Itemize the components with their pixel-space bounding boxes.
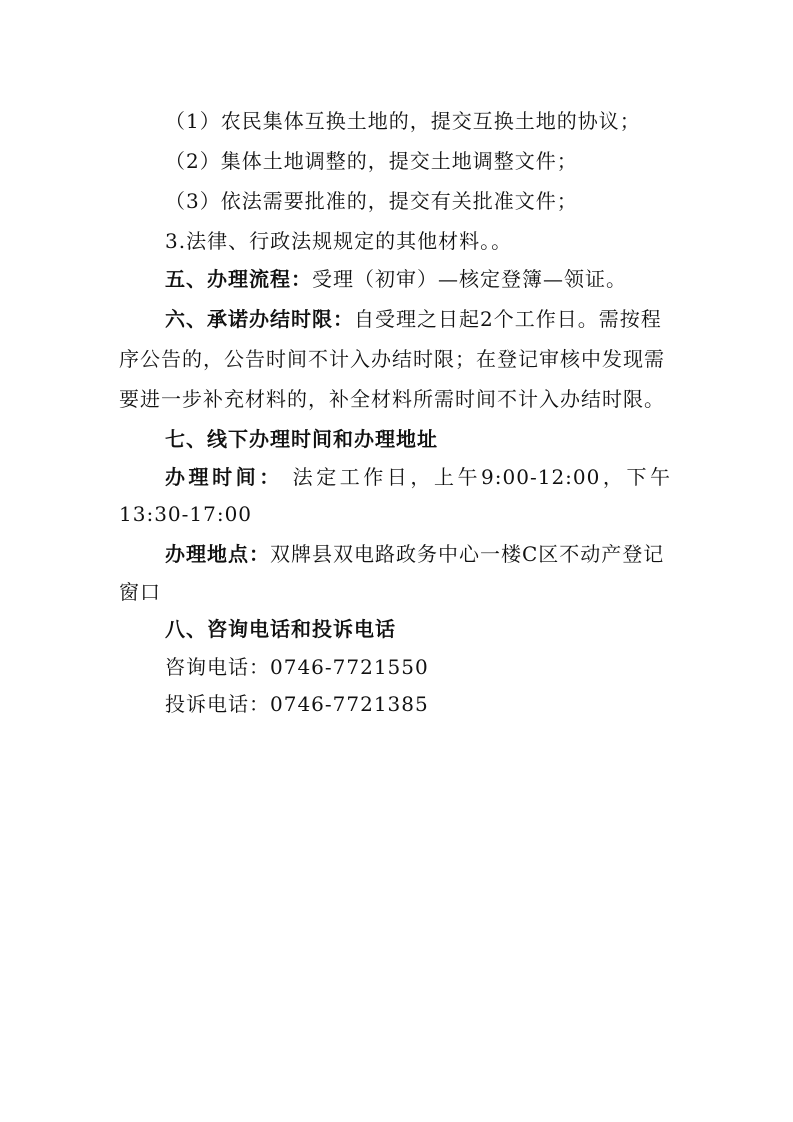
section-6-line-2: 序公告的，公告时间不计入办结时限；在登记审核中发现需 [119, 347, 665, 371]
section-5-paragraph [165, 265, 627, 293]
section-6-line-1 [165, 305, 662, 333]
section-5-heading: 五、办理流程： [165, 267, 312, 291]
material-item-3: （3）依法需要批准的，提交有关批准文件； [165, 189, 578, 213]
consult-phone: 咨询电话：0746-7721550 [165, 655, 429, 679]
office-address-text: 双牌县双电路政务中心一楼C区不动产登记 [270, 542, 665, 566]
office-time-line-2: 13:30-17:00 [119, 502, 253, 526]
material-item-1: （1）农民集体互换土地的，提交互换土地的协议； [165, 109, 641, 133]
section-6-text: 自受理之日起2个工作日。需按程 [354, 307, 662, 331]
section-6-line-3: 要进一步补充材料的，补全材料所需时间不计入办结时限。 [119, 387, 665, 411]
office-time-text: 法定工作日，上午9:00-12:00，下午 [292, 465, 671, 489]
section-6-heading: 六、承诺办结时限： [165, 307, 354, 331]
office-address-label: 办理地点： [165, 542, 270, 566]
office-address-line-1 [165, 540, 664, 568]
material-item-other: 3.法律、行政法规规定的其他材料。。 [165, 229, 513, 253]
section-5-text: 受理（初审）—核定登簿—领证。 [312, 267, 627, 291]
complaint-phone: 投诉电话：0746-7721385 [165, 692, 429, 716]
section-7-heading: 七、线下办理时间和办理地址 [165, 427, 438, 451]
office-address-line-2: 窗口 [119, 580, 161, 604]
material-item-2: （2）集体土地调整的，提交土地调整文件； [165, 149, 578, 173]
section-8-heading: 八、咨询电话和投诉电话 [165, 617, 396, 641]
office-time-label: 办理时间： [165, 465, 283, 489]
office-time-line-1 [165, 463, 671, 491]
